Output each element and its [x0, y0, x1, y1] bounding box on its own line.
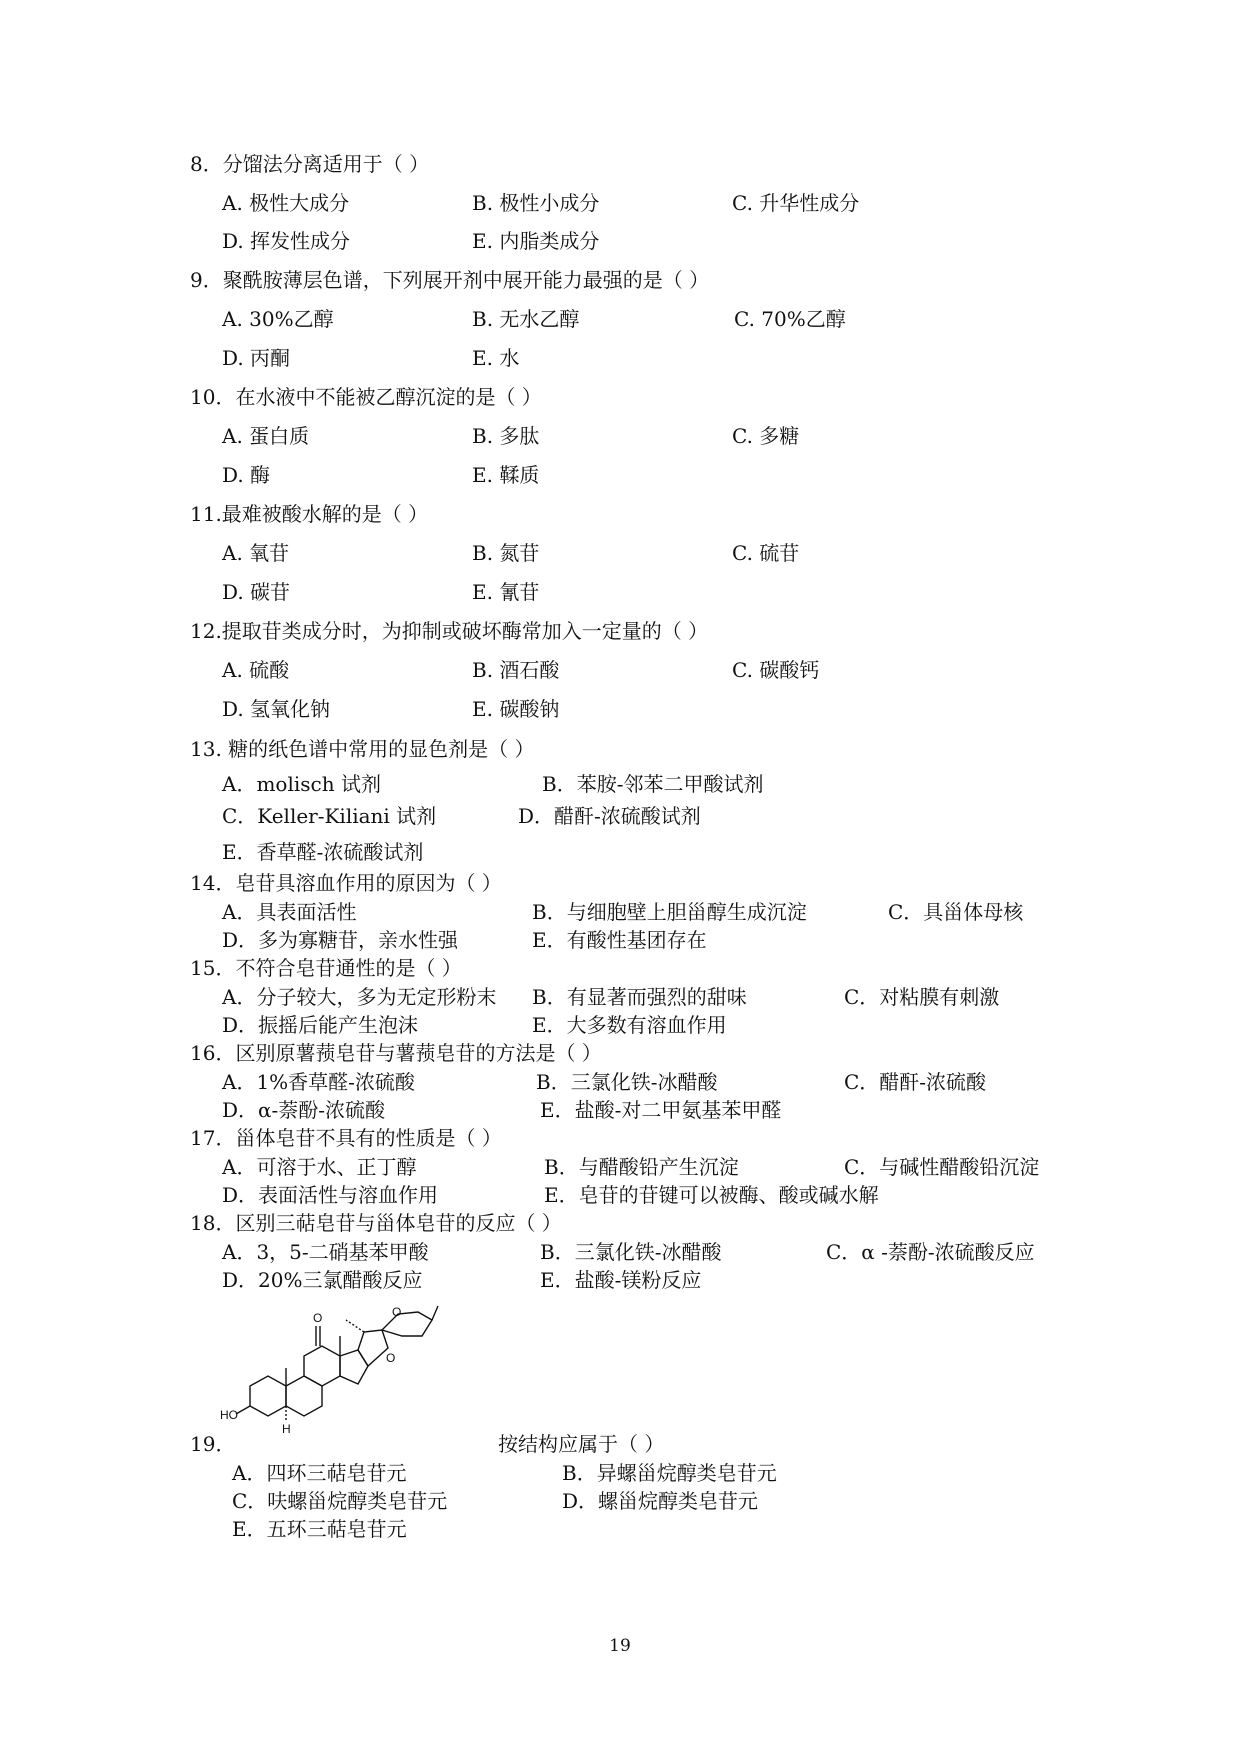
q13-option-a: A．molisch 试剂 — [222, 772, 381, 796]
question-15-stem: 15．不符合皂苷通性的是（ ） — [190, 956, 462, 980]
q11-option-c: C. 硫苷 — [732, 541, 800, 565]
q18-option-d: D．20%三氯醋酸反应 — [222, 1268, 423, 1292]
structure-label-ho: HO — [220, 1408, 238, 1422]
q15-option-c: C．对粘膜有刺激 — [844, 985, 1000, 1009]
q18-option-c: C．α -萘酚-浓硫酸反应 — [826, 1240, 1035, 1264]
ring-f — [382, 1312, 432, 1336]
q10-option-d: D. 酶 — [222, 463, 271, 487]
ring-b — [286, 1376, 322, 1416]
question-17-stem: 17．甾体皂苷不具有的性质是（ ） — [190, 1126, 502, 1150]
q9-option-c: C. 70%乙醇 — [734, 307, 846, 331]
q13-option-b: B．苯胺-邻苯二甲酸试剂 — [542, 772, 764, 796]
q14-option-b: B．与细胞壁上胆甾醇生成沉淀 — [532, 900, 807, 924]
question-18-stem: 18．区别三萜皂苷与甾体皂苷的反应（ ） — [190, 1211, 562, 1235]
q17-option-e: E．皂苷的苷键可以被酶、酸或碱水解 — [544, 1183, 879, 1207]
q17-option-c: C．与碱性醋酸铅沉淀 — [844, 1155, 1040, 1179]
q8-option-d: D. 挥发性成分 — [222, 229, 351, 253]
structure-label-ring-o-1: O — [386, 1351, 396, 1365]
q14-option-c: C．具甾体母核 — [888, 900, 1024, 924]
q15-option-e: E．大多数有溶血作用 — [532, 1013, 727, 1037]
q11-option-b: B. 氮苷 — [472, 541, 540, 565]
q11-option-d: D. 碳苷 — [222, 580, 291, 604]
question-10-stem: 10．在水液中不能被乙醇沉淀的是（ ） — [190, 385, 542, 409]
ring-c — [304, 1346, 340, 1386]
q15-option-b: B．有显著而强烈的甜味 — [532, 985, 747, 1009]
q12-option-e: E. 碳酸钠 — [472, 697, 560, 721]
q8-option-b: B. 极性小成分 — [472, 191, 600, 215]
q16-option-a: A．1%香草醛-浓硫酸 — [222, 1070, 415, 1094]
q13-option-e: E．香草醛-浓硫酸试剂 — [222, 840, 424, 864]
q17-option-a: A．可溶于水、正丁醇 — [222, 1155, 417, 1179]
q9-option-e: E. 水 — [472, 346, 520, 370]
question-19-stem: 按结构应属于（ ） — [498, 1432, 665, 1456]
q19-option-e: E．五环三萜皂苷元 — [232, 1517, 407, 1541]
q12-option-c: C. 碳酸钙 — [732, 658, 820, 682]
q16-option-b: B．三氯化铁-冰醋酸 — [536, 1070, 718, 1094]
q16-option-c: C．醋酐-浓硫酸 — [844, 1070, 987, 1094]
q18-option-b: B．三氯化铁-冰醋酸 — [540, 1240, 722, 1264]
q19-option-b: B．异螺甾烷醇类皂苷元 — [562, 1461, 777, 1485]
q12-option-b: B. 酒石酸 — [472, 658, 560, 682]
q14-option-e: E．有酸性基团存在 — [532, 928, 707, 952]
question-12-stem: 12.提取苷类成分时，为抑制或破坏酶常加入一定量的（ ） — [190, 619, 709, 643]
ring-d — [340, 1350, 368, 1384]
structure-label-ketone-o: O — [313, 1311, 323, 1325]
q11-option-e: E. 氰苷 — [472, 580, 540, 604]
ring-e — [358, 1330, 388, 1366]
q10-option-e: E. 鞣质 — [472, 463, 540, 487]
q13-option-c: C．Keller-Kiliani 试剂 — [222, 804, 437, 828]
q15-option-d: D．振摇后能产生泡沫 — [222, 1013, 419, 1037]
question-11-stem: 11.最难被酸水解的是（ ） — [190, 502, 429, 526]
q16-option-e: E．盐酸-对二甲氨基苯甲醛 — [540, 1098, 782, 1122]
q9-option-b: B. 无水乙醇 — [472, 307, 580, 331]
q8-option-a: A. 极性大成分 — [222, 191, 350, 215]
q17-option-b: B．与醋酸铅产生沉淀 — [544, 1155, 739, 1179]
q10-option-a: A. 蛋白质 — [222, 424, 310, 448]
q19-option-c: C．呋螺甾烷醇类皂苷元 — [232, 1489, 448, 1513]
q17-option-d: D．表面活性与溶血作用 — [222, 1183, 439, 1207]
q9-option-d: D. 丙酮 — [222, 346, 291, 370]
q11-option-a: A. 氧苷 — [222, 541, 290, 565]
q19-option-a: A．四环三萜皂苷元 — [232, 1461, 407, 1485]
q12-option-a: A. 硫酸 — [222, 658, 290, 682]
q19-option-d: D．螺甾烷醇类皂苷元 — [562, 1489, 759, 1513]
q13-option-d: D．醋酐-浓硫酸试剂 — [518, 804, 701, 828]
q14-option-a: A．具表面活性 — [222, 900, 357, 924]
spirostane-structure-diagram — [220, 1296, 528, 1446]
structure-label-h: H — [282, 1422, 291, 1436]
page-number: 19 — [609, 1636, 631, 1656]
q14-option-d: D．多为寡糖苷，亲水性强 — [222, 928, 459, 952]
q8-option-e: E. 内脂类成分 — [472, 229, 600, 253]
q9-option-a: A. 30%乙醇 — [222, 307, 334, 331]
question-8-stem: 8．分馏法分离适用于（ ） — [190, 152, 430, 176]
q10-option-c: C. 多糖 — [732, 424, 800, 448]
q15-option-a: A．分子较大，多为无定形粉末 — [222, 985, 497, 1009]
question-9-stem: 9．聚酰胺薄层色谱，下列展开剂中展开能力最强的是（ ） — [190, 268, 710, 292]
question-14-stem: 14．皂苷具溶血作用的原因为（ ） — [190, 871, 502, 895]
q18-option-e: E．盐酸-镁粉反应 — [540, 1268, 702, 1292]
ring-a — [250, 1376, 286, 1416]
question-16-stem: 16．区别原薯蓣皂苷与薯蓣皂苷的方法是（ ） — [190, 1041, 602, 1065]
q8-option-c: C. 升华性成分 — [732, 191, 860, 215]
question-13-stem: 13. 糖的纸色谱中常用的显色剂是（ ） — [190, 737, 535, 761]
q12-option-d: D. 氢氧化钠 — [222, 697, 331, 721]
structure-label-ring-o-2: O — [392, 1305, 402, 1319]
q18-option-a: A．3，5-二硝基苯甲酸 — [222, 1240, 429, 1264]
q10-option-b: B. 多肽 — [472, 424, 540, 448]
question-19-number: 19． — [190, 1432, 236, 1456]
q16-option-d: D．α-萘酚-浓硫酸 — [222, 1098, 386, 1122]
